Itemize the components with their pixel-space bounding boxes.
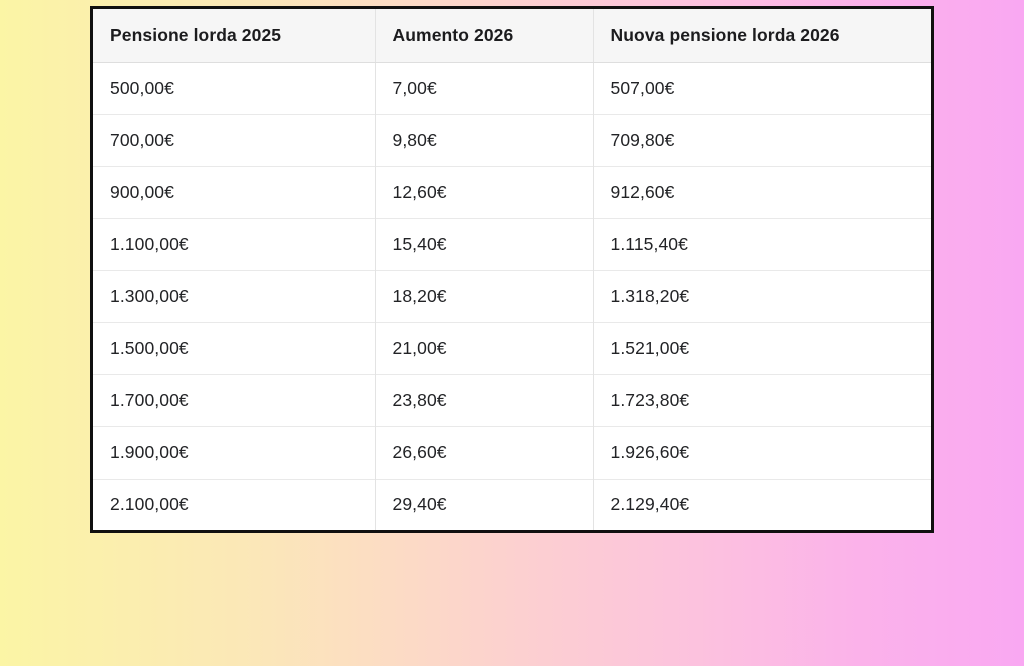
table-cell: 2.100,00€ [93,479,375,530]
header-row [93,9,931,62]
column-header-aumento-2026: Aumento 2026 [375,9,593,62]
table-cell: 507,00€ [593,62,931,114]
table-cell: 7,00€ [375,62,593,114]
table-cell: 1.300,00€ [93,271,375,323]
pension-table-card [90,6,934,533]
table-cell: 709,80€ [593,114,931,166]
table-cell: 900,00€ [93,166,375,218]
table-row [93,62,931,114]
column-header-nuova-pensione-lorda-2026: Nuova pensione lorda 2026 [593,9,931,62]
table-row [93,218,931,270]
table-row [93,375,931,427]
pension-table [93,9,931,530]
table-header [93,9,931,62]
table-cell: 1.100,00€ [93,218,375,270]
table-cell: 700,00€ [93,114,375,166]
table-cell: 9,80€ [375,114,593,166]
table-row [93,166,931,218]
table-row [93,479,931,530]
table-body [93,62,931,530]
table-cell: 12,60€ [375,166,593,218]
table-row [93,271,931,323]
table-cell: 15,40€ [375,218,593,270]
table-cell: 1.900,00€ [93,427,375,479]
table-cell: 2.129,40€ [593,479,931,530]
column-header-pensione-lorda-2025: Pensione lorda 2025 [93,9,375,62]
table-row [93,427,931,479]
table-cell: 26,60€ [375,427,593,479]
table-cell: 1.700,00€ [93,375,375,427]
table-cell: 1.723,80€ [593,375,931,427]
table-cell: 1.926,60€ [593,427,931,479]
table-cell: 29,40€ [375,479,593,530]
table-cell: 1.521,00€ [593,323,931,375]
table-row [93,323,931,375]
table-cell: 1.500,00€ [93,323,375,375]
table-cell: 1.115,40€ [593,218,931,270]
table-cell: 18,20€ [375,271,593,323]
table-cell: 500,00€ [93,62,375,114]
table-cell: 23,80€ [375,375,593,427]
table-cell: 1.318,20€ [593,271,931,323]
table-cell: 21,00€ [375,323,593,375]
table-cell: 912,60€ [593,166,931,218]
table-row [93,114,931,166]
